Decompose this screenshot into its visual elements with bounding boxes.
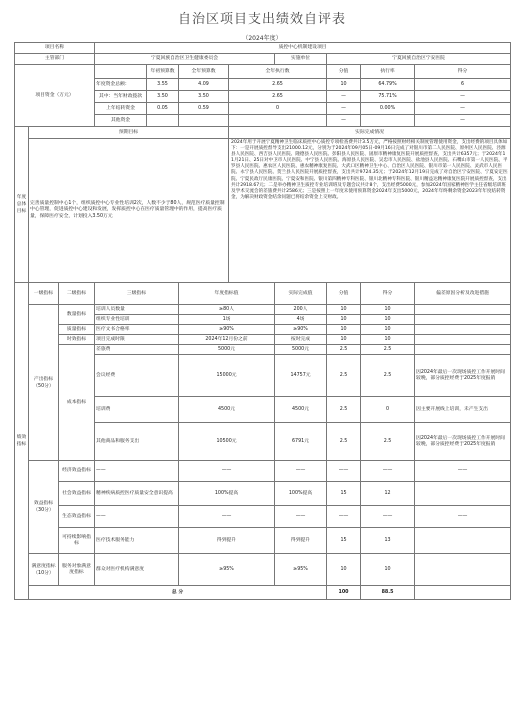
indicator-header: 年度指标值	[179, 283, 275, 305]
funds-annual: 0.59	[179, 103, 229, 115]
indicator-score: 0	[361, 397, 415, 423]
funds-row-name: 其中：当年财政拨款	[95, 91, 147, 103]
indicator-score: 10	[361, 305, 415, 315]
funds-score-max: —	[327, 91, 361, 103]
funds-initial: 3.50	[147, 91, 179, 103]
page-subtitle: （2024年度）	[242, 35, 282, 42]
indicator-name: 培训人员数量	[95, 305, 179, 315]
indicator-actual: 4500元	[275, 397, 327, 423]
indicator-note: 因2024年最后一次现场质控工作开展时间较晚，部分质控经费于2025年度报销	[415, 355, 511, 397]
funds-executed: 2.65	[229, 91, 327, 103]
indicator-header: 分值	[327, 283, 361, 305]
actual-goal-text: 2024年用于开展宁夏精神卫生临床质控中心质控专项检查费共计3.5万元，严格按照财经相关制度管理使用资金，支出经费的项目具体如下：一是开展质控督导支出21000.12元，分别为于2024年09月05日-09月16日完成了对银川市第二人民医院、原州区人民医院、泾源县人民医院、西吉县人民医院、隆德县人民医院、彭阳县人民医院、固原市精神康复医院开展质控督查，支出共计6357元；于2024年11月21日、25日对中卫市人民医院、中宁县人民医院、海原县人民医院、吴忠市人民医院、盐池县人民医院、石嘴山市第一人民医院、平罗县人民医院、惠农区人民医院、惠农精神康复医院、大武口区精神卫生中心、自治区人民医院、银川市第一人民医院、灵武市人民医院、永宁县人民医院、贺兰县人民医院开展质控督查，支出共计9724.35元；于2024年12月19日完成了对自治区宁安医院、宁夏安定医院、宁夏民政厅民康医院、宁夏安和医院、银川第四精神专科医院、银川北精神专科医院、银川精益达精神康复医院开展质控督查，支出共计2918.67元；二是举办精神卫生质控专业培训班及专题会议共计8个，支出经费5000元，参加2024年国家精神医学主任省级培训班及学术交流会的差旅费共计2586元；三是按照上一年度未使用预算资金2024年支出5000元，2024年年终剩余资金2023年年度结转资金，为解决财政资金结余问题已将结余资金上交财政。	[229, 139, 511, 283]
effect-indicator-label: 效益指标（30分）	[29, 461, 59, 554]
indicator-actual: 5000元	[275, 345, 327, 355]
indicator-actual: 按时完成	[275, 335, 327, 345]
funds-score: 6	[415, 79, 511, 91]
indicator-max: 15	[327, 482, 361, 506]
indicator-target: ≥80人	[179, 305, 275, 315]
funds-header: 年初预算数	[147, 65, 179, 79]
indicator-actual: ——	[275, 461, 327, 482]
indicator-score: 10	[361, 335, 415, 345]
indicator-row	[15, 305, 511, 315]
economic-label: 经济效益指标	[59, 461, 95, 482]
quality-label: 质量指标	[59, 325, 95, 335]
indicator-note	[415, 482, 511, 506]
output-indicator-label: 产出指标（50分）	[29, 305, 59, 461]
indicator-header: 三级指标	[95, 283, 179, 305]
indicator-name: 群众对医疗机构满意度	[95, 554, 179, 586]
indicator-note	[415, 528, 511, 554]
indicator-actual: 6791元	[275, 423, 327, 461]
indicator-row	[15, 528, 511, 554]
cost-label: 成本指标	[59, 345, 95, 461]
indicator-max: 15	[327, 528, 361, 554]
indicator-score: 12	[361, 482, 415, 506]
indicator-target: 100%提高	[179, 482, 275, 506]
indicator-header: 偏差原因分析及改进措施	[415, 283, 511, 305]
indicator-actual: 14757元	[275, 355, 327, 397]
indicator-max: 10	[327, 554, 361, 586]
indicator-target: ≥95%	[179, 554, 275, 586]
funds-score: —	[415, 115, 511, 127]
indicator-note	[415, 345, 511, 355]
indicator-name: 差旅费	[95, 345, 179, 355]
indicator-max: 2.5	[327, 423, 361, 461]
indicator-actual: ≥90%	[275, 325, 327, 335]
funds-initial: 3.55	[147, 79, 179, 91]
funds-rate: 64.79%	[361, 79, 415, 91]
indicator-target: 10500元	[179, 423, 275, 461]
indicator-header: 实际完成值	[275, 283, 327, 305]
funds-score: —	[415, 91, 511, 103]
indicator-note	[415, 335, 511, 345]
indicator-target: 5000元	[179, 345, 275, 355]
actual-goal-header: 实际完成情况	[229, 127, 511, 139]
indicator-name: 项目完成时限	[95, 335, 179, 345]
indicator-target: 4500元	[179, 397, 275, 423]
page-title: 自治区项目支出绩效自评表	[177, 12, 346, 27]
indicator-header: 二级指标	[59, 283, 95, 305]
dept-label: 主管部门	[15, 54, 95, 65]
indicator-actual: 100%提高	[275, 482, 327, 506]
indicator-score: 13	[361, 528, 415, 554]
indicator-name: 培训费	[95, 397, 179, 423]
indicator-target: 15000元	[179, 355, 275, 397]
funds-header: 分值	[327, 65, 361, 79]
indicator-score: ——	[361, 506, 415, 528]
timeliness-label: 时效指标	[59, 335, 95, 345]
indicator-max: 10	[327, 315, 361, 325]
sustainable-label: 可持续影响指标	[59, 528, 95, 554]
indicator-target: ——	[179, 461, 275, 482]
indicator-actual: 4场	[275, 315, 327, 325]
indicator-actual: 得到提升	[275, 528, 327, 554]
funds-label: 项目资金（万元）	[15, 65, 95, 127]
dept-value: 宁夏回族自治区卫生健康委员会	[95, 54, 275, 65]
total-label: 总 分	[29, 586, 327, 600]
indicator-row	[15, 506, 511, 528]
indicator-name: ——	[95, 506, 179, 528]
indicator-max: ——	[327, 506, 361, 528]
funds-executed	[229, 115, 327, 127]
expected-goal-text: 完善质量控制中心1个，组织质控中心专业性培训2次，人数不少于80人，规范医疗质量控制中心管理，促进质控中心建设和发展，发挥质控中心在医疗质量管理中的作用，提高医疗质量，保障医疗安全，计划投入3.50万元	[29, 139, 229, 283]
indicator-row	[15, 482, 511, 506]
indicator-name: 其他商品和服务支出	[95, 423, 179, 461]
funds-header: 全年执行数	[229, 65, 327, 79]
indicator-note	[415, 325, 511, 335]
funds-rate: 75.71%	[361, 91, 415, 103]
funds-header: 全年预算数	[179, 65, 229, 79]
funds-row-name: 年度资金总额：	[95, 79, 147, 91]
funds-annual: 4.09	[179, 79, 229, 91]
funds-score-max: —	[327, 103, 361, 115]
indicator-score: 10	[361, 325, 415, 335]
project-name-label: 项目名称	[15, 43, 95, 54]
unit-value: 宁夏回族自治区宁安医院	[327, 54, 511, 65]
indicator-row	[15, 325, 511, 335]
indicator-actual: 200人	[275, 305, 327, 315]
indicator-row	[15, 345, 511, 355]
indicator-max: 10	[327, 335, 361, 345]
funds-score: —	[415, 103, 511, 115]
funds-row-name: 其他资金	[95, 115, 147, 127]
indicator-note: 因2024年最后一次现场质控工作开展时间较晚，部分质控经费于2025年度报销	[415, 423, 511, 461]
funds-row-name: 上年结转资金	[95, 103, 147, 115]
expected-goal-header: 预期目标	[29, 127, 229, 139]
total-max: 100	[327, 586, 361, 600]
indicator-note: ——	[415, 506, 511, 528]
indicator-header: 得分	[361, 283, 415, 305]
indicator-row	[15, 461, 511, 482]
indicator-row	[15, 335, 511, 345]
indicator-target: 得到提升	[179, 528, 275, 554]
indicator-note	[415, 554, 511, 586]
indicator-name: ——	[95, 461, 179, 482]
indicator-name: 医疗文书合格率	[95, 325, 179, 335]
indicator-header: 一级指标	[29, 283, 59, 305]
funds-score-max: —	[327, 115, 361, 127]
funds-initial	[147, 115, 179, 127]
ecological-label: 生态效益指标	[59, 506, 95, 528]
funds-score-max: 10	[327, 79, 361, 91]
indicator-note: 因主要开展线上培训，未产生支出	[415, 397, 511, 423]
indicator-score: 10	[361, 554, 415, 586]
indicator-score: 2.5	[361, 355, 415, 397]
goals-content-row	[15, 139, 511, 283]
indicator-name: 精神疾病质控医疗质量安全意识提高	[95, 482, 179, 506]
indicator-name: 会议经费	[95, 355, 179, 397]
funds-header: 执行率	[361, 65, 415, 79]
service-label: 服务对象满意度指标	[59, 554, 95, 586]
indicator-max: 2.5	[327, 355, 361, 397]
funds-header-row	[15, 65, 511, 79]
social-label: 社会效益指标	[59, 482, 95, 506]
funds-executed: 2.65	[229, 79, 327, 91]
indicator-note: ——	[415, 461, 511, 482]
funds-annual: 3.50	[179, 91, 229, 103]
indicator-score: 2.5	[361, 345, 415, 355]
goals-header-row	[15, 127, 511, 139]
indicator-note	[415, 315, 511, 325]
indicator-max: 2.5	[327, 345, 361, 355]
funds-annual	[179, 115, 229, 127]
indicator-score: 2.5	[361, 423, 415, 461]
indicator-max: ——	[327, 461, 361, 482]
indicator-target: ——	[179, 506, 275, 528]
indicator-note	[415, 305, 511, 315]
total-score: 88.5	[361, 586, 415, 600]
funds-executed: 0	[229, 103, 327, 115]
indicator-header-row	[15, 283, 511, 305]
funds-rate	[361, 115, 415, 127]
total-row	[15, 586, 511, 600]
department-row	[15, 54, 511, 65]
indicator-actual: ≥95%	[275, 554, 327, 586]
indicator-target: ≥90%	[179, 325, 275, 335]
funds-initial: 0.05	[147, 103, 179, 115]
unit-label: 实施单位	[275, 54, 327, 65]
indicator-target: 1场	[179, 315, 275, 325]
funds-rate: 0.00%	[361, 103, 415, 115]
indicator-name: 组织专业性培训	[95, 315, 179, 325]
project-name-row	[15, 43, 511, 54]
indicator-score: 10	[361, 315, 415, 325]
satisfaction-indicator-label: 满意度指标（10分）	[29, 554, 59, 586]
performance-label: 绩效指标	[15, 283, 29, 600]
goals-label: 年度总体目标	[15, 127, 29, 283]
indicator-max: 2.5	[327, 397, 361, 423]
indicator-actual: ——	[275, 506, 327, 528]
indicator-max: 10	[327, 305, 361, 315]
quantity-label: 数量指标	[59, 305, 95, 325]
indicator-score: ——	[361, 461, 415, 482]
indicator-name: 医疗技术服务能力	[95, 528, 179, 554]
evaluation-table	[14, 42, 511, 600]
project-name-value: 质控中心机制建设项目	[95, 43, 511, 54]
indicator-target: 2024年12月份之前	[179, 335, 275, 345]
funds-header: 得分	[415, 65, 511, 79]
indicator-max: 10	[327, 325, 361, 335]
indicator-row	[15, 554, 511, 586]
